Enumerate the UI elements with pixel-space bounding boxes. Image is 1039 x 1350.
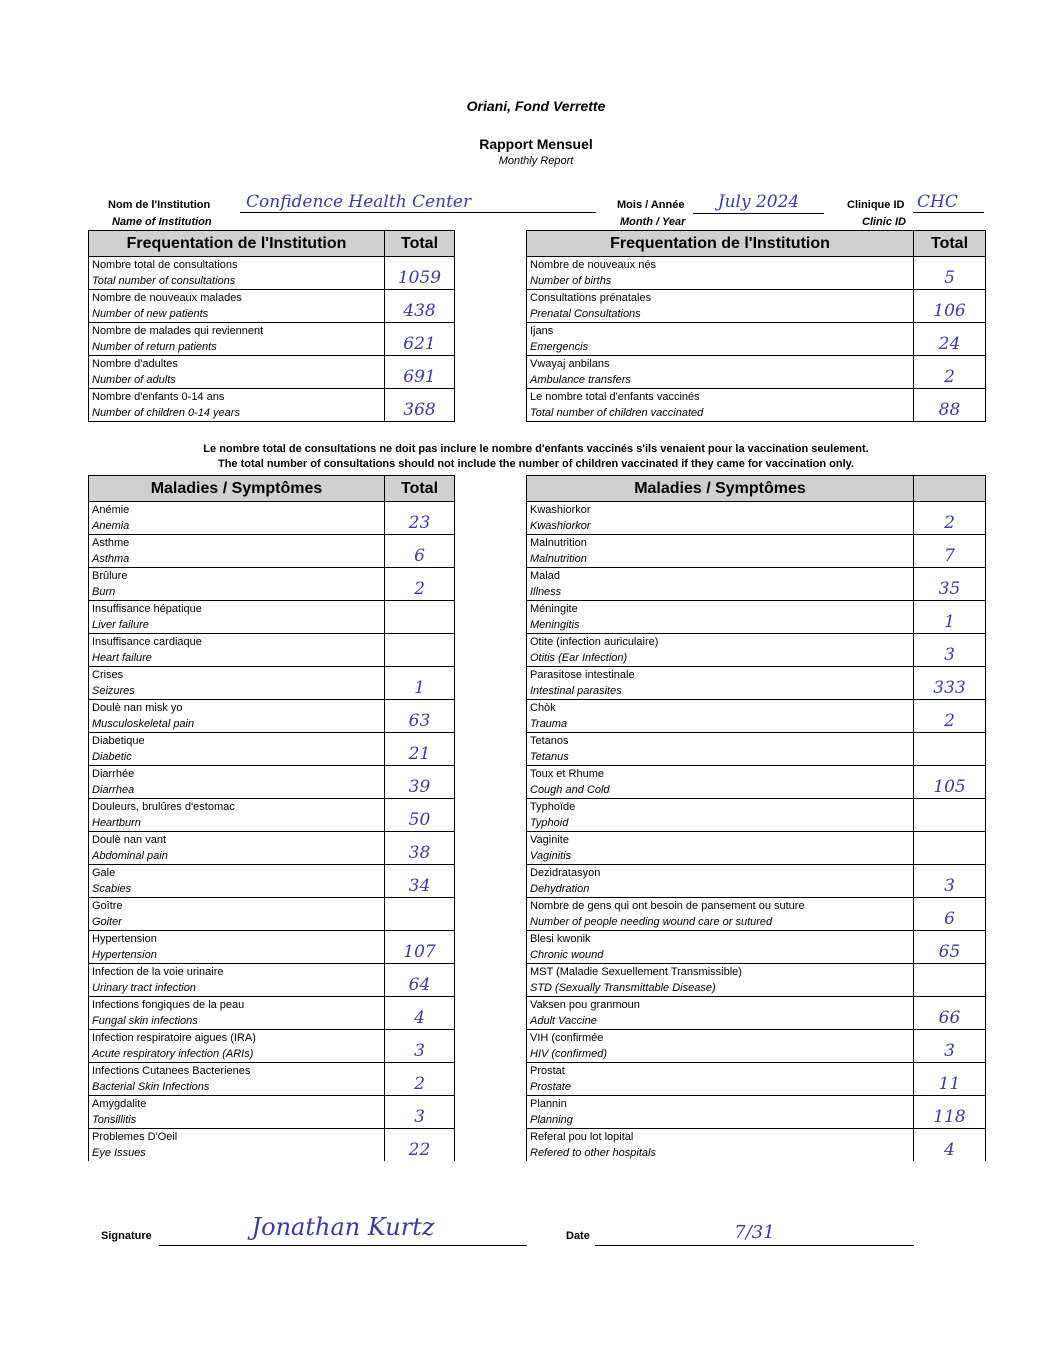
attendance-table-right: [526, 230, 986, 422]
row-value[interactable]: 1: [914, 601, 986, 634]
row-value[interactable]: 3: [914, 634, 986, 667]
row-value[interactable]: 21: [385, 733, 455, 766]
row-value[interactable]: 106: [914, 290, 986, 323]
table-row: [89, 799, 455, 832]
row-label-en: Hypertension: [92, 949, 157, 961]
row-value[interactable]: 4: [914, 1129, 986, 1162]
row-value[interactable]: 2: [385, 568, 455, 601]
row-label-en: Otitis (Ear Infection): [530, 652, 628, 664]
row-value[interactable]: 105: [914, 766, 986, 799]
table-row: [527, 667, 986, 700]
table-row: [89, 356, 455, 389]
row-label-en: Tonsillitis: [92, 1114, 137, 1126]
row-label-fr: Amygdalite: [92, 1098, 147, 1110]
table-row: [527, 700, 986, 733]
row-label-fr: Le nombre total d'enfants vaccinés: [530, 391, 700, 403]
row-label-en: Emergencis: [530, 341, 589, 353]
row-label-en: Number of births: [530, 275, 612, 287]
clinic-id-field[interactable]: CHC: [913, 192, 984, 213]
clinic-id-label: Clinique ID: [847, 199, 905, 211]
row-value[interactable]: 88: [914, 389, 986, 422]
clinic-id-label-en: Clinic ID: [862, 216, 907, 228]
row-value[interactable]: 7: [914, 535, 986, 568]
row-label-fr: Nombre d'enfants 0-14 ans: [92, 391, 225, 403]
table-row: [527, 257, 986, 290]
row-label-fr: Chòk: [530, 702, 556, 714]
table-row: [527, 733, 986, 766]
table-row: [527, 601, 986, 634]
row-value[interactable]: 64: [385, 964, 455, 997]
row-label-fr: Kwashiorkor: [530, 504, 591, 516]
row-label-en: Illness: [530, 586, 562, 598]
row-label-fr: Nombre de malades qui reviennent: [92, 325, 264, 337]
row-label-en: Number of new patients: [92, 308, 209, 320]
table-row: [527, 997, 986, 1030]
row-label-fr: Diabetique: [92, 735, 145, 747]
note-english: The total number of consultations should not include the number of children vaccinated if they came for vaccination only.: [217, 458, 855, 470]
table-row: [527, 1096, 986, 1129]
table-row: [527, 964, 986, 997]
row-value[interactable]: 3: [385, 1030, 455, 1063]
row-value[interactable]: 39: [385, 766, 455, 799]
total-header: Total: [385, 231, 455, 257]
row-value[interactable]: 65: [914, 931, 986, 964]
row-label-fr: Goître: [92, 900, 123, 912]
institution-label: Nom de l'Institution: [108, 199, 211, 211]
row-label-en: Scabies: [92, 883, 132, 895]
table-row: [89, 1096, 455, 1129]
row-label-en: STD (Sexually Transmittable Disease): [530, 982, 716, 994]
row-label-en: Number of people needing wound care or sutured: [530, 916, 773, 928]
table-row: [89, 997, 455, 1030]
institution-label-en: Name of Institution: [112, 216, 212, 228]
total-header: [914, 476, 986, 502]
table-row: [527, 356, 986, 389]
row-label-fr: Dezidratasyon: [530, 867, 601, 879]
row-label-en: Heartburn: [92, 817, 141, 829]
row-label-en: Fungal skin infections: [92, 1015, 198, 1027]
row-label-en: Adult Vaccine: [530, 1015, 597, 1027]
row-value[interactable]: 24: [914, 323, 986, 356]
table-row: [527, 323, 986, 356]
row-value[interactable]: 50: [385, 799, 455, 832]
row-value[interactable]: 691: [385, 356, 455, 389]
row-label-en: Goiter: [92, 916, 122, 928]
row-label-fr: Brûlure: [92, 570, 128, 582]
row-value[interactable]: 2: [914, 502, 986, 535]
table-row: [527, 568, 986, 601]
table-row: [89, 733, 455, 766]
table-row: [527, 865, 986, 898]
row-label-en: Seizures: [92, 685, 135, 697]
row-value[interactable]: [914, 964, 986, 997]
row-label-en: Diarrhea: [92, 784, 135, 796]
row-label-fr: Vaginite: [530, 834, 569, 846]
row-label-fr: Plannin: [530, 1098, 567, 1110]
signature-field[interactable]: Jonathan Kurtz: [159, 1212, 527, 1246]
diseases-header: Maladies / Symptômes: [89, 476, 385, 502]
row-label-fr: Nombre de nouveaux malades: [92, 292, 242, 304]
row-value[interactable]: 38: [385, 832, 455, 865]
table-row: [527, 389, 986, 422]
row-value[interactable]: 438: [385, 290, 455, 323]
institution-name-field[interactable]: Confidence Health Center: [240, 192, 596, 213]
table-row: [89, 766, 455, 799]
table-row: [89, 601, 455, 634]
row-value[interactable]: 66: [914, 997, 986, 1030]
row-label-fr: Gale: [92, 867, 116, 879]
row-label-en: Urinary tract infection: [92, 982, 196, 994]
table-row: [89, 634, 455, 667]
row-label-fr: Prostat: [530, 1065, 565, 1077]
row-label-fr: Nombre de gens qui ont besoin de pansement ou suture: [530, 900, 805, 912]
row-label-en: Meningitis: [530, 619, 580, 631]
table-row: [89, 568, 455, 601]
row-label-fr: Diarrhée: [92, 768, 135, 780]
row-value[interactable]: 621: [385, 323, 455, 356]
row-label-en: Vaginitis: [530, 850, 572, 862]
month-year-field[interactable]: July 2024: [693, 192, 824, 214]
row-label-fr: Consultations prénatales: [530, 292, 652, 304]
row-label-en: Ambulance transfers: [530, 374, 631, 386]
row-label-fr: Vaksen pou granmoun: [530, 999, 640, 1011]
row-label-en: Trauma: [530, 718, 568, 730]
row-label-en: Prenatal Consultations: [530, 308, 641, 320]
row-label-en: Diabetic: [92, 751, 132, 763]
row-label-fr: Crises: [92, 669, 124, 681]
table-row: [89, 290, 455, 323]
row-value[interactable]: [914, 799, 986, 832]
row-label-fr: Doulè nan misk yo: [92, 702, 183, 714]
row-value[interactable]: 1: [385, 667, 455, 700]
diseases-header: Maladies / Symptômes: [527, 476, 914, 502]
row-label-en: Anemia: [92, 520, 130, 532]
table-row: [89, 257, 455, 290]
row-value[interactable]: [914, 733, 986, 766]
row-value[interactable]: 1059: [385, 257, 455, 290]
table-row: [527, 502, 986, 535]
row-label-fr: Blesi kwonik: [530, 933, 591, 945]
table-row: [527, 931, 986, 964]
row-label-en: Number of adults: [92, 374, 176, 386]
table-row: [527, 832, 986, 865]
row-label-en: Prostate: [530, 1081, 571, 1093]
table-row: [89, 931, 455, 964]
row-value[interactable]: 35: [914, 568, 986, 601]
row-value[interactable]: 107: [385, 931, 455, 964]
row-label-fr: Referal pou lot lopital: [530, 1131, 634, 1143]
row-label-fr: Insuffisance hépatique: [92, 603, 202, 615]
row-label-fr: Typhoïde: [530, 801, 576, 813]
row-value[interactable]: 23: [385, 502, 455, 535]
table-row: [89, 667, 455, 700]
row-label-fr: Malad: [530, 570, 560, 582]
row-label-fr: Vwayaj anbilans: [530, 358, 610, 370]
row-label-en: Malnutrition: [530, 553, 587, 565]
table-row: [89, 964, 455, 997]
row-value[interactable]: 333: [914, 667, 986, 700]
table-row: [527, 799, 986, 832]
row-value[interactable]: 2: [385, 1063, 455, 1096]
note-french: Le nombre total de consultations ne doit pas inclure le nombre d'enfants vaccinés s'ils venaient pour la vaccination seulement.: [203, 443, 869, 455]
row-label-fr: Hypertension: [92, 933, 157, 945]
row-label-en: Asthma: [92, 553, 130, 565]
table-row: [89, 1129, 455, 1162]
table-row: [527, 1030, 986, 1063]
table-row: [527, 634, 986, 667]
table-row: [89, 389, 455, 422]
row-label-en: Heart failure: [92, 652, 152, 664]
report-title: Rapport Mensuel: [479, 136, 593, 152]
row-value[interactable]: 4: [385, 997, 455, 1030]
row-label-en: Kwashiorkor: [530, 520, 591, 532]
row-value[interactable]: 5: [914, 257, 986, 290]
table-row: [89, 502, 455, 535]
table-row: [89, 535, 455, 568]
row-value[interactable]: [385, 601, 455, 634]
signature-label: Signature: [101, 1230, 152, 1242]
row-value[interactable]: [914, 832, 986, 865]
row-label-fr: Méningite: [530, 603, 578, 615]
row-label-fr: Douleurs, brulûres d'estomac: [92, 801, 235, 813]
row-label-fr: Malnutrition: [530, 537, 587, 549]
table-row: [89, 865, 455, 898]
row-label-fr: Infections Cutanees Bacterienes: [92, 1065, 251, 1077]
attendance-header: Frequentation de l'Institution: [527, 231, 914, 257]
row-label-fr: Infections fongiques de la peau: [92, 999, 245, 1011]
row-label-en: Liver failure: [92, 619, 149, 631]
row-label-fr: MST (Maladie Sexuellement Transmissible): [530, 966, 742, 978]
table-row: [89, 323, 455, 356]
row-label-fr: Nombre de nouveaux nés: [530, 259, 656, 271]
row-value[interactable]: 3: [914, 1030, 986, 1063]
row-label-en: HIV (confirmed): [530, 1048, 608, 1060]
row-label-fr: Problemes D'Oeil: [92, 1131, 178, 1143]
row-value[interactable]: 368: [385, 389, 455, 422]
row-label-en: Number of return patients: [92, 341, 217, 353]
diseases-table-right: [526, 475, 986, 1161]
table-row: [89, 832, 455, 865]
row-label-en: Abdominal pain: [92, 850, 168, 862]
table-row: [89, 898, 455, 931]
table-row: [89, 1030, 455, 1063]
row-label-fr: Otite (infection auriculaire): [530, 636, 659, 648]
row-value[interactable]: 2: [914, 356, 986, 389]
row-value[interactable]: 63: [385, 700, 455, 733]
row-value[interactable]: 34: [385, 865, 455, 898]
row-label-en: Dehydration: [530, 883, 590, 895]
row-label-en: Planning: [530, 1114, 573, 1126]
table-row: [89, 1063, 455, 1096]
table-row: [527, 1129, 986, 1162]
row-value[interactable]: [385, 634, 455, 667]
row-value[interactable]: 3: [385, 1096, 455, 1129]
row-label-en: Number of children 0-14 years: [92, 407, 240, 419]
row-label-en: Tetanus: [530, 751, 569, 763]
month-label-en: Month / Year: [620, 216, 686, 228]
table-row: [527, 1063, 986, 1096]
row-label-en: Typhoid: [530, 817, 569, 829]
row-value[interactable]: 3: [914, 865, 986, 898]
total-header: Total: [385, 476, 455, 502]
row-label-fr: Ijans: [530, 325, 554, 337]
attendance-table-left: [88, 230, 455, 422]
row-label-fr: VIH (confirmée: [530, 1032, 604, 1044]
row-value[interactable]: 2: [914, 700, 986, 733]
table-row: [527, 766, 986, 799]
row-value[interactable]: 6: [914, 898, 986, 931]
row-value[interactable]: 6: [385, 535, 455, 568]
row-value[interactable]: 11: [914, 1063, 986, 1096]
diseases-table-left: [88, 475, 455, 1161]
row-value[interactable]: 22: [385, 1129, 455, 1162]
table-row: [527, 898, 986, 931]
row-label-fr: Insuffisance cardiaque: [92, 636, 202, 648]
table-row: [89, 700, 455, 733]
table-row: [527, 290, 986, 323]
row-label-en: Chronic wound: [530, 949, 604, 961]
row-label-fr: Anémie: [92, 504, 130, 516]
row-value[interactable]: [385, 898, 455, 931]
row-label-en: Bacterial Skin Infections: [92, 1081, 210, 1093]
date-field[interactable]: 7/31: [595, 1222, 914, 1246]
row-label-fr: Infection respiratoire aigues (IRA): [92, 1032, 256, 1044]
row-label-fr: Nombre total de consultations: [92, 259, 238, 271]
report-subtitle: Monthly Report: [498, 155, 574, 167]
row-label-en: Musculoskeletal pain: [92, 718, 195, 730]
row-label-en: Cough and Cold: [530, 784, 610, 796]
table-row: [527, 535, 986, 568]
row-label-fr: Doulè nan vant: [92, 834, 166, 846]
month-label: Mois / Année: [617, 199, 685, 211]
row-label-fr: Parasitose intestinale: [530, 669, 635, 681]
row-label-en: Total number of children vaccinated: [530, 407, 704, 419]
row-value[interactable]: 118: [914, 1096, 986, 1129]
row-label-fr: Infection de la voie urinaire: [92, 966, 224, 978]
date-label: Date: [566, 1230, 590, 1242]
row-label-en: Burn: [92, 586, 116, 598]
row-label-fr: Tetanos: [530, 735, 569, 747]
total-header: Total: [914, 231, 986, 257]
row-label-en: Intestinal parasites: [530, 685, 622, 697]
row-label-en: Acute respiratory infection (ARIs): [92, 1048, 254, 1060]
attendance-header: Frequentation de l'Institution: [89, 231, 385, 257]
report-location: Oriani, Fond Verrette: [466, 98, 606, 114]
row-label-en: Refered to other hospitals: [530, 1147, 656, 1159]
row-label-en: Total number of consultations: [92, 275, 236, 287]
row-label-en: Eye Issues: [92, 1147, 146, 1159]
row-label-fr: Toux et Rhume: [530, 768, 604, 780]
row-label-fr: Nombre d'adultes: [92, 358, 178, 370]
row-label-fr: Asthme: [92, 537, 130, 549]
